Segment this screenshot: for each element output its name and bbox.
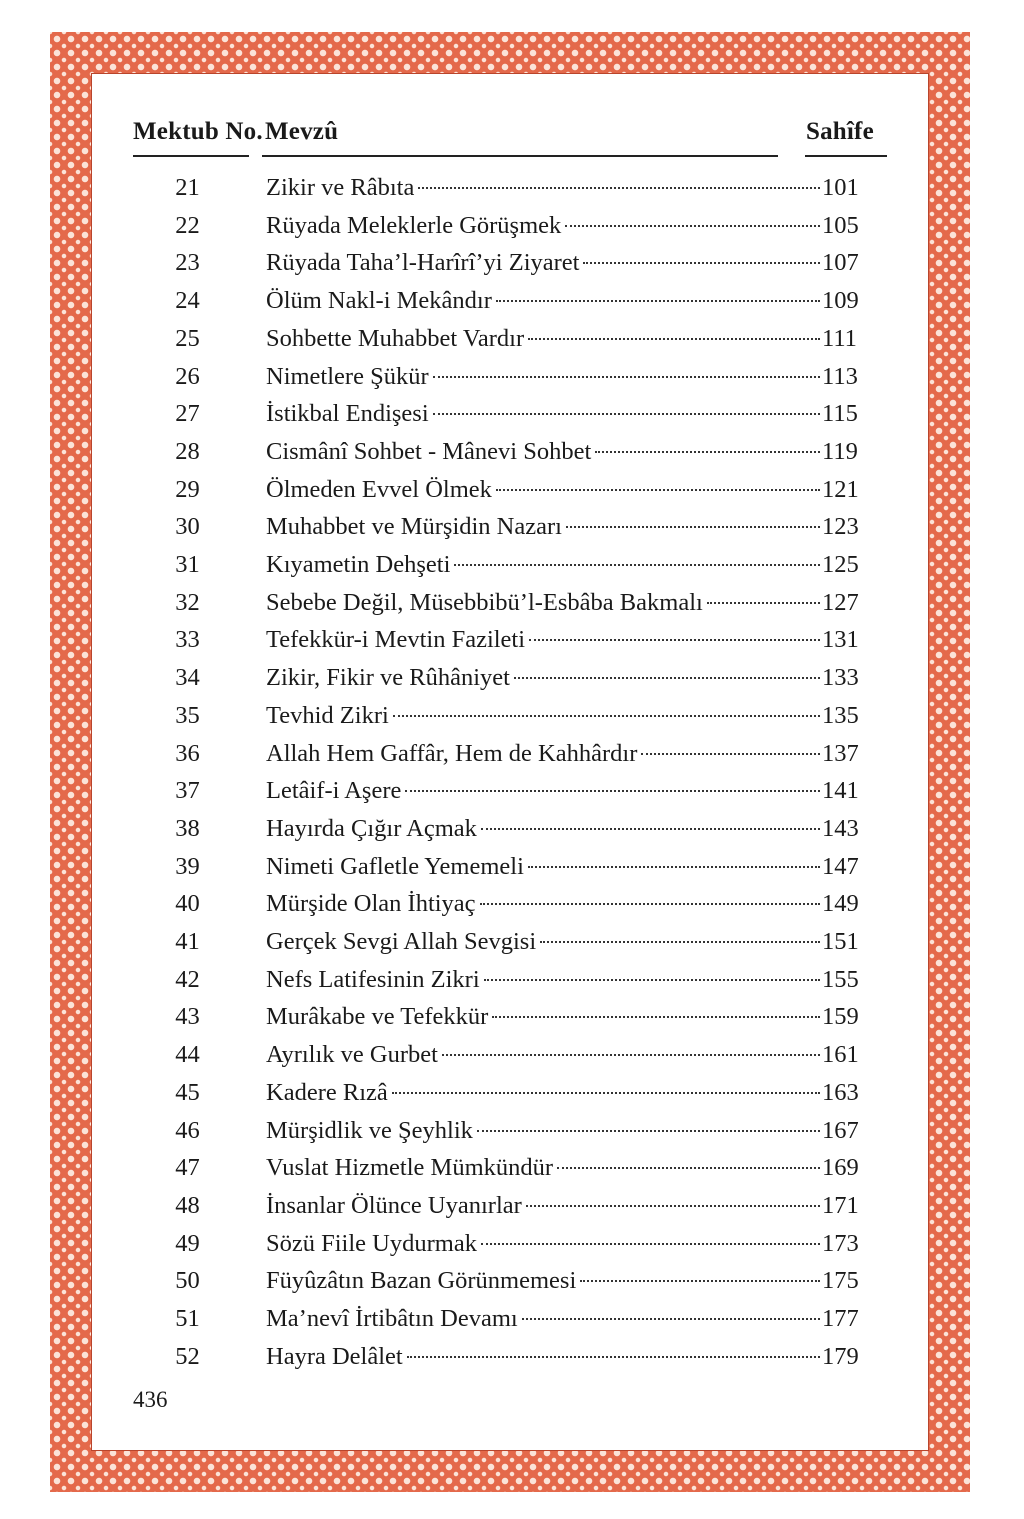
toc-topic-text: Gerçek Sevgi Allah Sevgisi <box>266 928 537 955</box>
toc-page: 105 <box>822 211 859 239</box>
toc-page: 133 <box>822 664 859 692</box>
toc-topic-text: Ölüm Nakl-i Mekândır <box>266 287 492 315</box>
toc-topic-text: Zikir ve Râbıta <box>266 174 415 201</box>
toc-row <box>0 927 1024 957</box>
toc-topic-text: Sohbette Muhabbet Vardır <box>266 324 525 352</box>
toc-number: 42 <box>175 965 200 993</box>
toc-topic-text: Ölmeden Evvel Ölmek <box>266 475 492 503</box>
toc-row <box>0 286 1024 316</box>
toc-number: 28 <box>175 437 200 465</box>
dot-leader <box>583 262 820 264</box>
toc-row <box>0 625 1024 655</box>
header-underline-mektub <box>133 155 249 157</box>
toc-topic <box>266 663 820 693</box>
toc-topic-text: İnsanlar Ölünce Uyanırlar <box>266 1191 522 1219</box>
toc-topic-text: Nefs Latifesinin Zikri <box>266 965 480 993</box>
toc-topic <box>266 1191 820 1221</box>
toc-number: 51 <box>175 1305 200 1332</box>
toc-page: 115 <box>822 400 858 428</box>
toc-topic <box>266 739 820 769</box>
toc-number: 34 <box>175 664 200 692</box>
toc-number: 32 <box>175 588 200 616</box>
dot-leader <box>492 1016 820 1018</box>
toc-page: 125 <box>822 551 859 578</box>
toc-topic-text: Rüyada Taha’l-Harîrî’yi Ziyaret <box>266 249 580 277</box>
toc-page: 149 <box>822 890 859 918</box>
toc-topic-text: Hayra Delâlet <box>266 1342 403 1370</box>
toc-number: 43 <box>175 1003 200 1031</box>
toc-page: 155 <box>822 965 859 993</box>
toc-topic-text: Murâkabe ve Tefekkür <box>266 1003 489 1031</box>
toc-topic <box>266 889 820 919</box>
toc-number: 23 <box>175 249 200 277</box>
toc-number: 27 <box>175 400 200 428</box>
toc-topic-text: Mürşide Olan İhtiyaç <box>266 890 476 918</box>
dot-leader <box>454 564 820 566</box>
toc-topic <box>266 475 820 505</box>
toc-number: 33 <box>175 626 200 654</box>
toc-row <box>0 965 1024 995</box>
toc-topic-text: Kıyametin Dehşeti <box>266 551 451 578</box>
toc-topic-text: Ayrılık ve Gurbet <box>266 1041 438 1069</box>
toc-page: 131 <box>822 626 859 654</box>
toc-number: 21 <box>175 174 200 201</box>
toc-page: 179 <box>822 1342 859 1370</box>
toc-topic <box>266 965 820 995</box>
toc-page: 173 <box>822 1229 859 1257</box>
dot-leader <box>595 451 820 453</box>
toc-row <box>0 1304 1024 1334</box>
toc-topic-text: Nimeti Gafletle Yememeli <box>266 852 524 880</box>
dot-leader <box>707 602 820 604</box>
dot-leader <box>477 1130 820 1132</box>
dot-leader <box>433 376 820 378</box>
toc-topic-text: Kadere Rızâ <box>266 1078 388 1106</box>
toc-topic-text: Nimetlere Şükür <box>266 362 429 390</box>
dot-leader <box>528 338 820 340</box>
toc-topic-text: Tefekkür-i Mevtin Fazileti <box>266 626 526 654</box>
dot-leader <box>405 790 820 792</box>
toc-topic <box>266 1153 820 1183</box>
toc-topic-text: Füyûzâtın Bazan Görünmemesi <box>266 1267 577 1295</box>
toc-topic-text: Letâif-i Aşere <box>266 777 402 805</box>
toc-row <box>0 1002 1024 1032</box>
toc-number: 30 <box>175 513 200 541</box>
toc-page: 147 <box>822 852 859 880</box>
toc-topic <box>266 173 820 203</box>
toc-row <box>0 889 1024 919</box>
toc-page: 135 <box>822 701 859 729</box>
toc-page: 169 <box>822 1154 859 1182</box>
toc-topic <box>266 588 820 618</box>
toc-row <box>0 437 1024 467</box>
column-header-mevzu: Mevzû <box>265 118 339 145</box>
toc-topic-text: Mürşidlik ve Şeyhlik <box>266 1116 473 1144</box>
toc-number: 24 <box>175 287 200 315</box>
toc-number: 29 <box>175 475 200 503</box>
toc-row <box>0 1229 1024 1259</box>
toc-number: 41 <box>175 928 200 955</box>
toc-row <box>0 324 1024 354</box>
dot-leader <box>418 187 820 189</box>
dot-leader <box>481 1243 820 1245</box>
toc-number: 22 <box>175 211 200 239</box>
toc-topic <box>266 852 820 882</box>
toc-topic <box>266 286 820 316</box>
toc-page: 177 <box>822 1305 859 1332</box>
toc-topic-text: Vuslat Hizmetle Mümkündür <box>266 1154 554 1182</box>
toc-topic <box>266 1304 820 1334</box>
toc-page: 119 <box>822 437 858 465</box>
dot-leader <box>641 753 820 755</box>
dot-leader <box>481 828 820 830</box>
dot-leader <box>484 979 820 981</box>
toc-row <box>0 1078 1024 1108</box>
toc-topic <box>266 701 820 731</box>
toc-row <box>0 1342 1024 1372</box>
toc-number: 45 <box>175 1078 200 1106</box>
toc-page: 141 <box>822 777 859 805</box>
toc-row <box>0 701 1024 731</box>
toc-row <box>0 1153 1024 1183</box>
toc-row <box>0 739 1024 769</box>
toc-topic-text: Allah Hem Gaffâr, Hem de Kahhârdır <box>266 739 638 767</box>
toc-page: 171 <box>822 1191 859 1219</box>
toc-topic <box>266 550 820 580</box>
toc-number: 40 <box>175 890 200 918</box>
toc-row <box>0 362 1024 392</box>
header-underline-mevzu <box>262 155 778 157</box>
dot-leader <box>496 300 820 302</box>
toc-page: 111 <box>822 324 857 352</box>
toc-row <box>0 475 1024 505</box>
dot-leader <box>522 1318 820 1320</box>
toc-row <box>0 663 1024 693</box>
toc-page: 101 <box>822 174 859 201</box>
toc-page: 113 <box>822 362 858 390</box>
toc-page: 159 <box>822 1003 859 1031</box>
toc-number: 39 <box>175 852 200 880</box>
toc-page: 107 <box>822 249 859 277</box>
toc-number: 31 <box>175 551 200 578</box>
dot-leader <box>529 639 820 641</box>
toc-topic-text: Rüyada Meleklerle Görüşmek <box>266 211 562 239</box>
toc-number: 46 <box>175 1116 200 1144</box>
toc-topic-text: Cismânî Sohbet - Mânevi Sohbet <box>266 437 592 465</box>
dot-leader <box>526 1205 820 1207</box>
toc-row <box>0 1040 1024 1070</box>
toc-topic <box>266 1078 820 1108</box>
toc-row <box>0 814 1024 844</box>
dot-leader <box>540 941 820 943</box>
dot-leader <box>557 1167 820 1169</box>
toc-number: 36 <box>175 739 200 767</box>
toc-topic <box>266 437 820 467</box>
dot-leader <box>480 903 820 905</box>
toc-topic-text: Ma’nevî İrtibâtın Devamı <box>266 1305 518 1332</box>
toc-topic <box>266 211 820 241</box>
toc-topic-text: Tevhid Zikri <box>266 701 389 729</box>
toc-page: 137 <box>822 739 859 767</box>
toc-row <box>0 550 1024 580</box>
dot-leader <box>392 1092 820 1094</box>
toc-number: 37 <box>175 777 200 805</box>
toc-number: 44 <box>175 1041 200 1069</box>
page-number: 436 <box>133 1387 168 1412</box>
toc-page: 175 <box>822 1267 859 1295</box>
dot-leader <box>565 225 820 227</box>
dot-leader <box>580 1280 820 1282</box>
toc-row <box>0 776 1024 806</box>
toc-topic <box>266 776 820 806</box>
toc-topic <box>266 927 820 957</box>
toc-topic <box>266 1229 820 1259</box>
toc-topic-text: Hayırda Çığır Açmak <box>266 814 477 842</box>
toc-number: 50 <box>175 1267 200 1295</box>
toc-topic <box>266 814 820 844</box>
toc-topic <box>266 399 820 429</box>
toc-topic <box>266 625 820 655</box>
toc-page: 151 <box>822 928 859 955</box>
toc-page: 123 <box>822 513 859 541</box>
toc-topic <box>266 1266 820 1296</box>
toc-page: 163 <box>822 1078 859 1106</box>
toc-row <box>0 1116 1024 1146</box>
toc-page: 109 <box>822 287 859 315</box>
toc-topic-text: Zikir, Fikir ve Rûhâniyet <box>266 664 510 692</box>
toc-page: 121 <box>822 475 859 503</box>
toc-page: 161 <box>822 1041 859 1069</box>
dot-leader <box>407 1356 820 1358</box>
toc-row <box>0 248 1024 278</box>
toc-topic <box>266 362 820 392</box>
toc-topic-text: Sözü Fiile Uydurmak <box>266 1229 477 1257</box>
dot-leader <box>442 1054 820 1056</box>
toc-topic-text: Sebebe Değil, Müsebbibü’l-Esbâba Bakmalı <box>266 588 703 616</box>
toc-topic <box>266 1002 820 1032</box>
header-underline-sahife <box>805 155 887 157</box>
column-header-mektub: Mektub No. <box>133 118 263 145</box>
toc-topic <box>266 512 820 542</box>
dot-leader <box>433 413 820 415</box>
toc-topic-text: Muhabbet ve Mürşidin Nazarı <box>266 513 562 541</box>
toc-row <box>0 173 1024 203</box>
dot-leader <box>528 866 820 868</box>
toc-topic-text: İstikbal Endişesi <box>266 400 429 428</box>
toc-row <box>0 1191 1024 1221</box>
dot-leader <box>514 677 820 679</box>
toc-row <box>0 512 1024 542</box>
toc-number: 48 <box>175 1191 200 1219</box>
toc-row <box>0 588 1024 618</box>
toc-page: 127 <box>822 588 859 616</box>
toc-number: 47 <box>175 1154 200 1182</box>
toc-number: 26 <box>175 362 200 390</box>
toc-number: 52 <box>175 1342 200 1370</box>
toc-row <box>0 399 1024 429</box>
column-header-sahife: Sahîfe <box>806 118 874 145</box>
dot-leader <box>566 526 820 528</box>
toc-topic <box>266 1116 820 1146</box>
toc-number: 25 <box>175 324 200 352</box>
toc-number: 49 <box>175 1229 200 1257</box>
toc-topic <box>266 1342 820 1372</box>
toc-row <box>0 852 1024 882</box>
dot-leader <box>496 489 820 491</box>
toc-page: 143 <box>822 814 859 842</box>
toc-row <box>0 211 1024 241</box>
toc-row <box>0 1266 1024 1296</box>
toc-topic <box>266 248 820 278</box>
dot-leader <box>393 715 820 717</box>
toc-number: 38 <box>175 814 200 842</box>
toc-topic <box>266 324 820 354</box>
toc-topic <box>266 1040 820 1070</box>
toc-number: 35 <box>175 701 200 729</box>
toc-page: 167 <box>822 1116 859 1144</box>
